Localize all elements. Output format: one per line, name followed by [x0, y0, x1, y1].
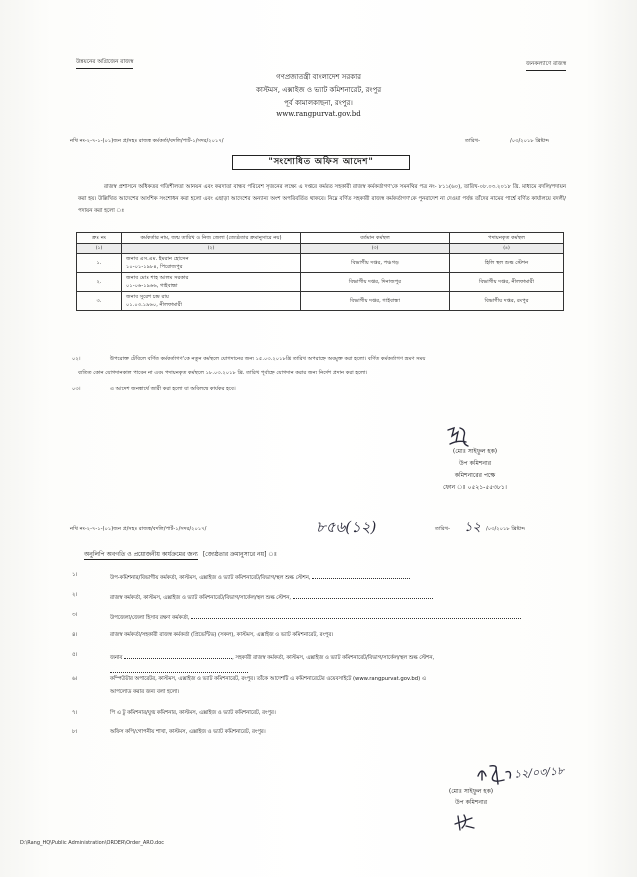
memo-date-label: তারিখ- [465, 138, 481, 144]
copy-item-number: ৫। [72, 652, 78, 658]
slogan-right: জনকল্যাণে রাজস্ব [526, 60, 566, 71]
signatory-block-2 [416, 786, 526, 808]
order-title: "সংশোধিত অফিস আদেশ" [232, 155, 410, 170]
copy-item-number: ৭। [72, 710, 78, 716]
office-website: www.rangpurvat.gov.bd [276, 110, 361, 118]
signatory-designation: উপ কমিশনার [454, 799, 488, 806]
table-index-cell: (৩) [301, 244, 450, 254]
copy-item-text-b: , সহকারী রাজস্ব কর্মকর্তা, কাস্টমস, এক্সাইজ ও ভ্যাট কমিশনারেট/বিভাগ/সার্কেল/স্থল শুল্ক স্টেশন, [232, 655, 435, 661]
copy-item-text: পি এ টু কমিশনার/যুগ্ম কমিশনার, কাস্টমস, এক্সাইজ ও ভ্যাট কমিশনারেট, রংপুর। [110, 710, 276, 716]
col-serial-header: ক্রঃ নং [77, 233, 122, 244]
col-name-header: কর্মকর্তার নাম, জন্ম তারিখ ও নিজ জেলা (জ্যেষ্ঠতার ক্রমানুসারে নয়) [122, 233, 301, 244]
copy-item-text: রাজস্ব কর্মকর্তা/সহকারী রাজস্ব কর্মকর্তা (প্রিভেন্টিভ) (সকল), কাস্টমস, এক্সাইজ ও ভ্যাট কমিশনারেট, রংপুর। [110, 632, 334, 638]
clause-number: ০৩। [72, 386, 81, 392]
signatory-on-behalf: কমিশনারের পক্ষে [454, 472, 496, 479]
officer-name: জনাব সুরেশ চন্দ্র রায় [126, 294, 169, 300]
handwritten-day: ১২ [464, 520, 481, 535]
copy-item-number: ২। [72, 592, 78, 598]
copy-item-text: উপজেলা/জেলা হিসাব রক্ষণ কর্মকর্তা, [110, 615, 190, 621]
col-posted-header: পদায়নকৃত কর্মস্থল [450, 233, 564, 244]
signatory-name: (মোঃ সাইফুল হক) [452, 448, 498, 455]
signatory-block-1 [420, 446, 530, 494]
officer-dob-district: ১০-০১-১৯৮৪, পিরোজপুর [126, 264, 183, 270]
footer-file-path: D:\Rang_HQ\Public Administration\ORDER\Order_ARO.doc [20, 840, 165, 846]
copy-heading [84, 549, 277, 560]
row-serial: ৩. [77, 292, 122, 311]
fill-in-blank [191, 612, 521, 619]
signatory-phone: ফোন ঃ ০৫২১-৫৫৩৮১। [443, 484, 507, 491]
copy-item [110, 572, 410, 583]
copy-item-number: ৬। [72, 676, 78, 682]
table-index-row [77, 244, 564, 254]
copy-item [110, 652, 434, 663]
row-serial: ২. [77, 273, 122, 292]
copy-item-text: জনাব [110, 655, 123, 661]
signatory-name: (মোঃ সাইফুল হক) [448, 788, 494, 795]
copy-item [110, 592, 433, 603]
copy-item-continuation [110, 666, 248, 675]
clause-text: এ আদেশ জনস্বার্থে জারী করা হলো যা অবিলম্বে কার্যকর হবে। [110, 386, 236, 392]
officer-name: জনাব এস.এম. ইমরান হোসেন [126, 256, 189, 262]
row-officer [122, 273, 301, 292]
officer-name: জনাব মোঃ শাহ আলম সরকার [126, 275, 189, 281]
table-index-cell: (১) [77, 244, 122, 254]
handwritten-date: ১২/০৩/১৮ [513, 764, 565, 781]
memo2-date-label: তারিখ- [435, 526, 451, 532]
initials-mark [452, 812, 476, 834]
copy-item-number: ১। [72, 572, 78, 578]
intro-paragraph: রাজস্ব প্রশাসনে অধিকতর গতিশীলতা আনয়ন এবং করদাতা বান্ধব পরিবেশ সৃজনের লক্ষ্যে এ দপ্তরে কর্মরত সহকারী রাজস্ব কর্মকর্তাগণ'কে সমনথির পত্র নং- ৮১১(৬০), তারিখ-০৮.০৩.২০১৮ খ্রি. মাধ্যমে বদলি/পদায়ন করা হয়। উল্লিখিত আদেশের আংশিক সংশোধন করা হলো এবং এছাড়া আদেশের অন্যান্য অংশ অপরিবর্তিত থাকবে। নিম্নে বর্ণিত সহকারী রাজস্ব কর্মকর্তাগণ'কে পুনরাদেশ না দেওয়া পর্যন্ত তাঁদের নামের পার্শ্বে বর্ণিত কার্যালয়ে বদলী/পদায়ন করা হলো ঃ [78, 184, 566, 215]
slogan-left: উন্নয়নের অগ্রিজেন রাজস্ব [76, 58, 133, 69]
office-address: পূর্ব কামালকাছনা, রংপুর। [284, 99, 353, 107]
row-posted-station: হিলি স্থল শুল্ক স্টেশন [450, 254, 564, 273]
row-posted-station: বিভাগীয় দপ্তর, নীলফামারী [450, 273, 564, 292]
table-index-cell: (২) [122, 244, 301, 254]
government-name: গণপ্রজাতন্ত্রী বাংলাদেশ সরকার [276, 73, 361, 81]
copy-item-text: রাজস্ব কর্মকর্তা, কাস্টমস, এক্সাইজ ও ভ্যাট কমিশনারেট/বিভাগ/সার্কেল/স্থল শুল্ক স্টেশন, [110, 595, 292, 601]
handwritten-reference: ৮৫৬(১২) [316, 518, 377, 536]
fill-in-blank [293, 592, 433, 599]
fill-in-blank [124, 652, 232, 659]
signatory-designation: উপ কমিশনার [458, 460, 492, 467]
fill-in-blank [110, 666, 248, 673]
table-index-cell: (৪) [450, 244, 564, 254]
copy-item-text: অফিস কপি/গোপনীয় শাখা, কাস্টমস, এক্সাইজ ও ভ্যাট কমিশনারেট, রংপুর। [110, 729, 266, 735]
officer-dob-district: ০১-০৬-১৯৬৬, গাইবান্ধা [126, 283, 178, 289]
copy-item-text: উপ-কমিশনার/বিভাগীয় কর্মকর্তা, কাস্টমস, এক্সাইজ ও ভ্যাট কমিশনারেট/বিভাগ/স্থল শুল্ক স্টেশন, [110, 575, 311, 581]
memo2-file-number: নথি নং-২-৭-১-(০১)জন প্র/সহঃ রাজস্ব/বদলি/পার্ট-১/সদর/২০১৭/ [70, 526, 207, 532]
memo-date-value: /০৩/২০১৮ খ্রিষ্টাব্দ [510, 138, 549, 144]
transfer-table [76, 232, 564, 311]
officer-dob-district: ০১.০৩.১৯৬০, নীলফামারী [126, 302, 183, 308]
copy-item-number: ৩। [72, 612, 78, 618]
copy-item-text-b: আপলোড করার জন্য বলা হলো। [110, 689, 180, 695]
row-officer [122, 292, 301, 311]
table-row [77, 254, 564, 273]
copy-heading-note: [জ্যেষ্ঠতার ক্রমানুসারে নয়] ঃ [202, 551, 277, 558]
row-officer [122, 254, 301, 273]
col-current-header: বর্তমান কর্মস্থল [301, 233, 450, 244]
table-header-row [77, 233, 564, 244]
memo2-date-value: /০৩/২০১৮ খ্রিষ্টাব্দ [486, 526, 525, 532]
copy-item-number: ৪। [72, 632, 78, 638]
clause-text: উপরোক্ত টেবিলে বর্ণিত কর্মকর্তাগণ'কে নতুন কর্মস্থলে যোগদানের জন্য ১৫.০৩.২০১৮খ্রি তারিখ অপরাহ্নে অবমুক্ত করা হলো। বর্ণিত কর্মকর্তাগণ ভ্রমণ সময় [110, 356, 426, 362]
office-name: কাস্টমস, এক্সাইজ ও ভ্যাট কমিশনারেট, রংপুর [255, 86, 382, 94]
clause-text-continued: ব্যতিত কোন যোগদানকাল পাবেন না এবং পদায়নকৃত কর্মস্থলে ১৮.০৩.২০১৮ খ্রি. তারিখ পূর্বাহ্নে যোগদান করার জন্য নির্দেশ প্রদান করা হলো। [78, 370, 368, 376]
fill-in-blank [312, 572, 410, 579]
row-current-station: বিভাগীয় দপ্তর, দিনাজপুর [301, 273, 450, 292]
memo-file-number: নথি নং-২-৭-১-(০১)জন প্র/সহঃ রাজস্ব কর্মকর্তা/বদলি/পার্ট-১/সদর/২০১৭/ [70, 138, 224, 144]
row-serial: ১. [77, 254, 122, 273]
signature-mark-2 [476, 762, 516, 788]
copy-item [110, 612, 521, 623]
clause-number: ০২। [72, 356, 81, 362]
table-row [77, 292, 564, 311]
table-row [77, 273, 564, 292]
copy-heading-main: অনুলিপি অবগতি ও প্রয়োজনীয় কার্যক্রমের জন্য [84, 551, 198, 558]
copy-item-number: ৮। [72, 729, 78, 735]
row-posted-station: বিভাগীয় দপ্তর, রংপুর [450, 292, 564, 311]
copy-item-text: কম্পিউটার অপারেটর, কাস্টমস, এক্সাইজ ও ভ্যাট কমিশনারেট, রংপুর। তাঁকে আদেশটি এ কমিশনারেটের ওয়েবসাইটে (www.rangpurvat.gov.bd) এ [110, 676, 426, 682]
row-current-station: বিভাগীয় দপ্তর, পঞ্চগড় [301, 254, 450, 273]
row-current-station: বিভাগীয় দপ্তর, গাইবান্ধা [301, 292, 450, 311]
